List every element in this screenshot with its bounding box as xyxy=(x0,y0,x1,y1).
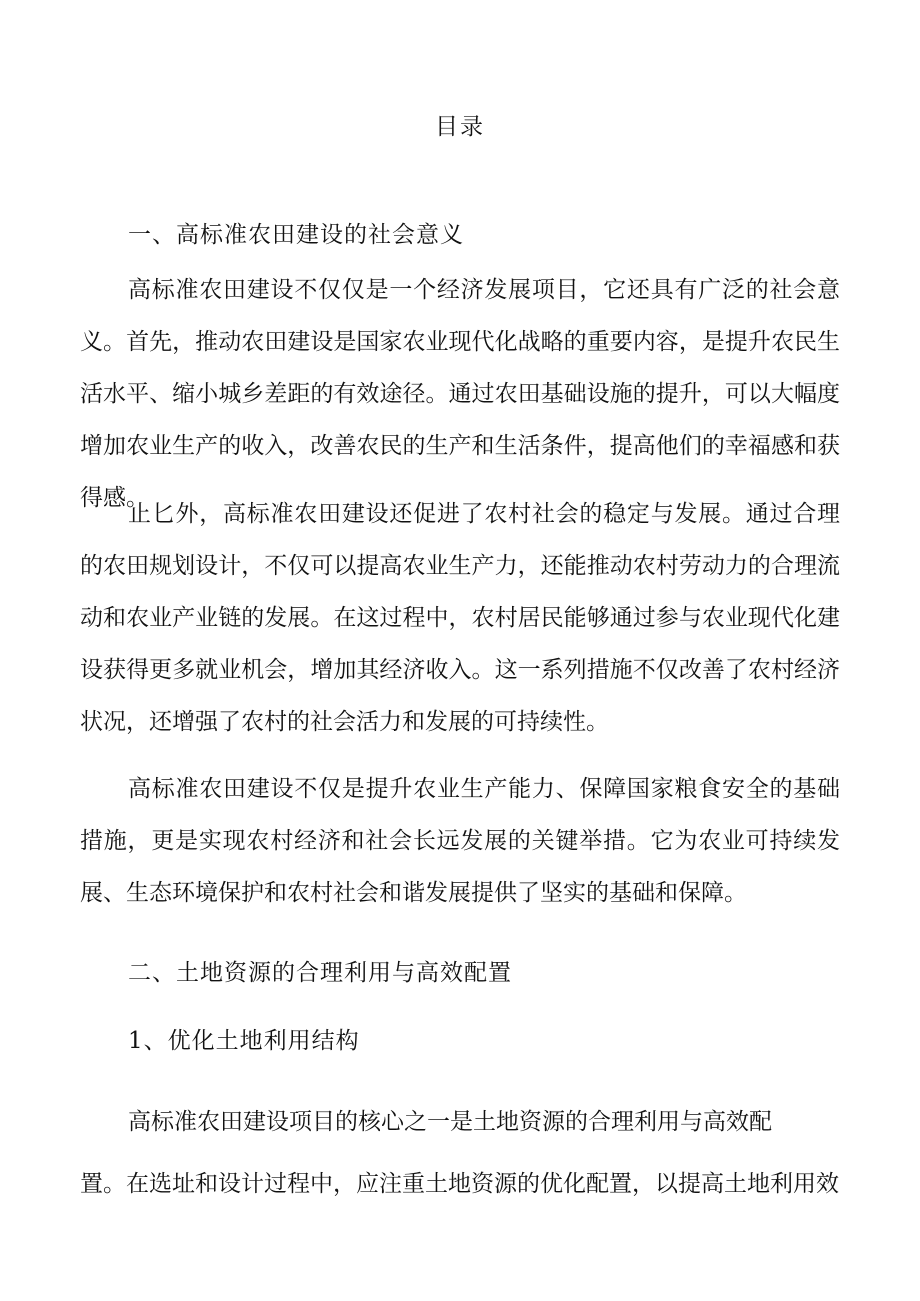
section-1-paragraph-3: 高标准农田建设不仅是提升农业生产能力、保障国家粮食安全的基础措施，更是实现农村经济和社会长远发展的关键举措。它为农业可持续发展、生态环境保护和农村社会和谐发展提供了坚实的基础和保障。 xyxy=(80,776,840,906)
section-2-subheading: 1、优化土地利用结构 xyxy=(128,1028,360,1054)
body-line-1: 高标准农田建设项目的核心之一是土地资源的合理利用与高效配 xyxy=(128,1109,772,1135)
section-2-heading: 二、土地资源的合理利用与高效配置 xyxy=(128,960,512,986)
section-1-paragraph-2: 止匕外，高标准农田建设还促进了农村社会的稳定与发展。通过合理的农田规划设计，不仅可以提高农业生产力，还能推动农村劳动力的合理流动和农业产业链的发展。在这过程中，农村居民能够通过参与农业现代化建设获得更多就业机会，增加其经济收入。这一系列措施不仅改善了农村经济状况，还增强了农村的社会活力和发展的可持续性。 xyxy=(80,501,840,735)
body-line-2: 置。在选址和设计过程中，应注重土地资源的优化配置，以提高土地利用效 xyxy=(80,1171,839,1197)
section-1-paragraph-1: 高标准农田建设不仅仅是一个经济发展项目，它还具有广泛的社会意义。首先，推动农田建设是国家农业现代化战略的重要内容，是提升农民生活水平、缩小城乡差距的有效途径。通过农田基础设施的提升，可以大幅度增加农业生产的收入，改善农民的生产和生活条件，提高他们的幸福感和获得感。 xyxy=(80,277,840,511)
section-1-heading: 一、高标准农田建设的社会意义 xyxy=(128,222,464,248)
toc-title: 目录 xyxy=(435,114,485,140)
